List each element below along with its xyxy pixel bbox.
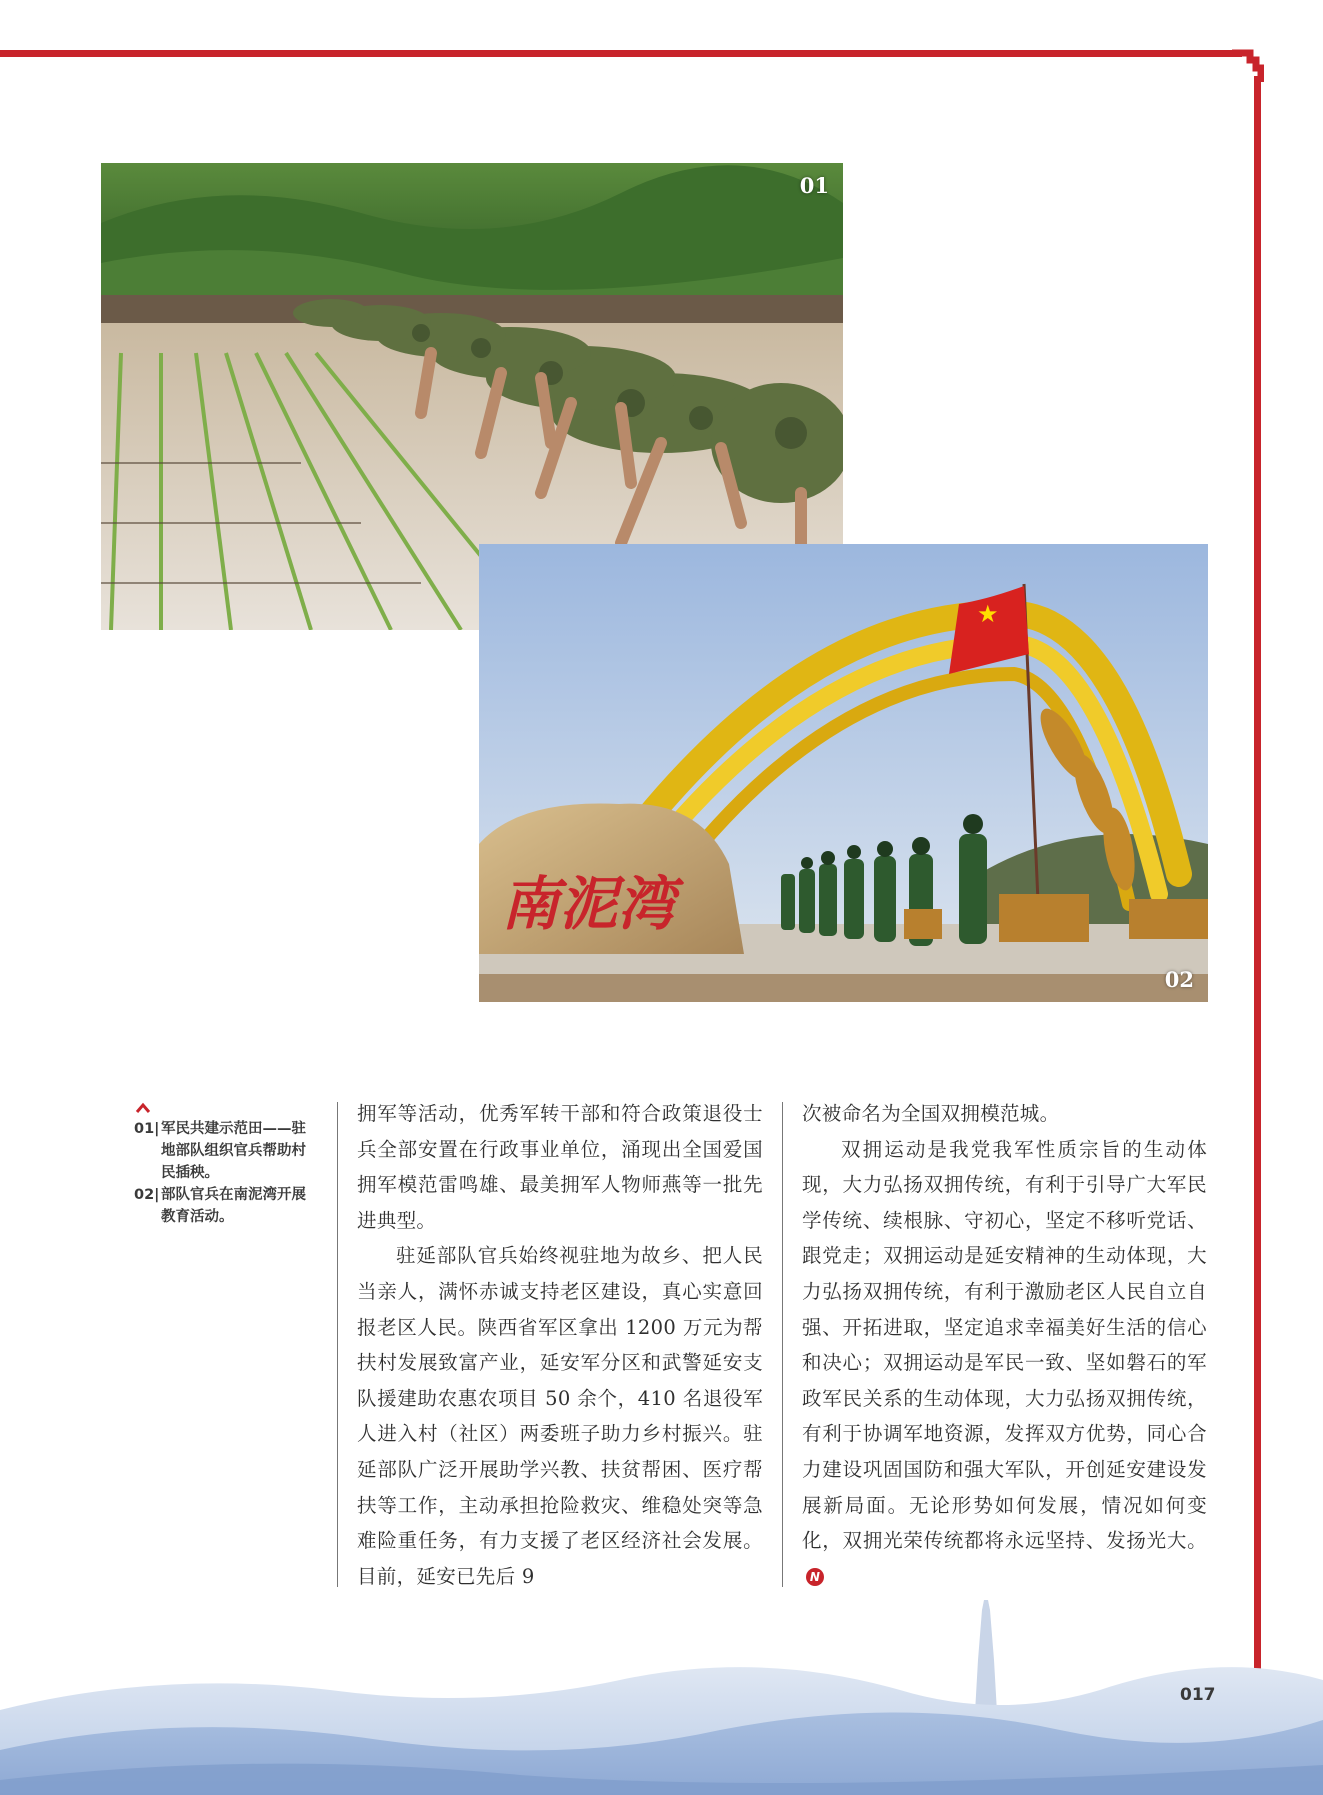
caption-text: 部队官兵在南泥湾开展教育活动。 xyxy=(161,1187,306,1225)
photo-number-02: 02 xyxy=(1164,967,1194,992)
article-column-1 xyxy=(357,1096,763,1594)
red-frame-right-border xyxy=(1254,76,1261,1704)
photo-nanniwan-arch xyxy=(479,544,1208,1002)
article-column-2 xyxy=(802,1096,1207,1594)
page-number: 017 xyxy=(1180,1685,1216,1705)
paragraph: 拥军等活动，优秀军转干部和符合政策退役士兵全部安置在行政事业单位，涌现出全国爱国拥军模范雷鸣雄、最美拥军人物师燕等一批先进典型。 xyxy=(357,1102,763,1232)
caret-up-icon xyxy=(135,1102,151,1114)
caption-number: 01| xyxy=(134,1121,160,1137)
stone-inscription-nanniwan: 南泥湾 xyxy=(501,870,676,938)
column-divider-left xyxy=(337,1102,338,1587)
paragraph: 驻延部队官兵始终视驻地为故乡、把人民当亲人，满怀赤诚支持老区建设，真心实意回报老区人民。陕西省军区拿出 1200 万元为帮扶村发展致富产业，延安军分区和武警延安支队援建助农惠农项目 50 余个，410 名退役军人进入村（社区）两委班子助力乡村振兴。驻延部队广泛开展助学兴教、扶贫帮困、医疗帮扶等工作，主动承担抢险救灾、维稳处突等急难险重任务，有力支援了老区经济社会发展。目前，延安已先后 9 xyxy=(357,1244,763,1588)
column-divider-middle xyxy=(782,1102,783,1587)
end-mark-icon: N xyxy=(806,1568,824,1586)
caption-item-01 xyxy=(134,1118,314,1184)
paragraph-text: 双拥运动是我党我军性质宗旨的生动体现，大力弘扬双拥传统，有利于引导广大军民学传统、续根脉、守初心，坚定不移听党话、跟党走；双拥运动是延安精神的生动体现，大力弘扬双拥传统，有利于激励老区人民自立自强、开拓进取，坚定追求幸福美好生活的信心和决心；双拥运动是军民一致、坚如磐石的军政军民关系的生动体现，大力弘扬双拥传统，有利于协调军地资源，发挥双方优势，同心合力建设巩固国防和强大军队，开创延安建设发展新局面。无论形势如何发展，情况如何变化，双拥光荣传统都将永远坚持、发扬光大。 xyxy=(802,1137,1207,1553)
bottom-wave-decoration xyxy=(0,1600,1323,1795)
caption-text: 军民共建示范田——驻地部队组织官兵帮助村民插秧。 xyxy=(161,1121,306,1181)
paragraph: 次被命名为全国双拥模范城。 xyxy=(802,1102,1060,1125)
red-frame-top-border xyxy=(0,50,1242,57)
paragraph xyxy=(802,1132,1207,1595)
photo-number-01: 01 xyxy=(799,173,829,198)
photo-caption xyxy=(134,1118,314,1228)
caption-item-02 xyxy=(134,1184,314,1228)
caption-number: 02| xyxy=(134,1187,160,1203)
svg-text:★: ★ xyxy=(977,600,999,628)
